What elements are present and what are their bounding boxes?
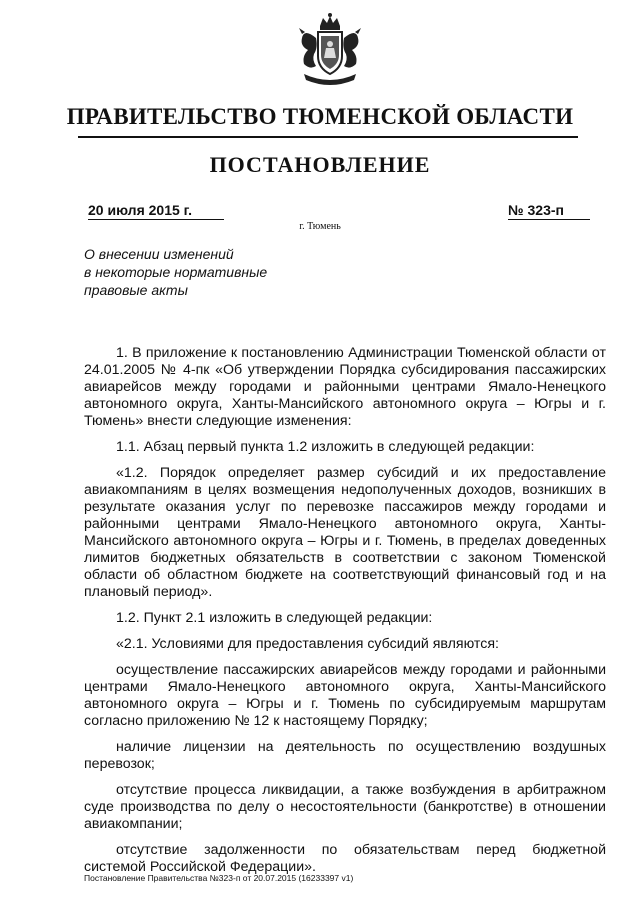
body-paragraph: «1.2. Порядок определяет размер субсидий и их предоставление авиакомпаниям в целях возмещения недополученных доходов, возникших в результате оказания услуг по перевозке пассажиров между городами и районными центрами Ямало-Ненецкого автономного округа, Ханты-Мансийского автономного округа – Югры и г. Тюмень, в пределах доведенных лимитов бюджетных обязательств в соответствии с законом Тюменской области об областном бюджете на соответствующий финансовый год и на плановый период». (84, 465, 606, 600)
body-paragraph: наличие лицензии на деятельность по осуществлению воздушных перевозок; (84, 739, 606, 772)
body-paragraph: отсутствие процесса ликвидации, а также возбуждения в арбитражном суде производства по делу о несостоятельности (банкротстве) в отношении авиакомпании; (84, 782, 606, 832)
body-paragraph: «2.1. Условиями для предоставления субсидий являются: (116, 636, 499, 652)
body-paragraph: 1.2. Пункт 2.1 изложить в следующей редакции: (116, 610, 433, 626)
document-type: ПОСТАНОВЛЕНИЕ (209, 152, 431, 177)
body-paragraph: 1.1. Абзац первый пункта 1.2 изложить в следующей редакции: (116, 439, 535, 455)
body-paragraph: осуществление пассажирских авиарейсов между городами и районными центрами Ямало-Ненецкого автономного округа, Ханты-Мансийского автономного округа – Югры и г. Тюмень по субсидируемым маршрутам согласно приложению № 12 к настоящему Порядку; (84, 662, 606, 729)
document-subject (84, 245, 304, 299)
document-footer: Постановление Правительства №323-п от 20.07.2015 (16233397 v1) (84, 873, 354, 883)
title-divider (78, 136, 578, 138)
subject-line: О внесении изменений (84, 246, 234, 262)
subject-line: правовые акты (84, 282, 188, 298)
government-title: ПРАВИТЕЛЬСТВО ТЮМЕНСКОЙ ОБЛАСТИ (66, 104, 574, 129)
body-paragraph: 1. В приложение к постановлению Администрации Тюменской области от 24.01.2005 № 4-пк «Об утверждении Порядка субсидирования пассажирских авиарейсов между городами и районными центрами Ямало-Ненецкого автономного округа, Ханты-Мансийского автономного округа – Югры и г. Тюмень» внести следующие изменения: (84, 345, 606, 429)
document-city: г. Тюмень (299, 221, 341, 232)
body-paragraph: отсутствие задолженности по обязательствам перед бюджетной системой Российской Федерации». (84, 842, 606, 875)
document-body (84, 345, 606, 885)
coat-of-arms-icon (290, 12, 370, 88)
document-number: № 323-п (508, 202, 590, 220)
subject-line: в некоторые нормативные (84, 264, 268, 280)
document-date: 20 июля 2015 г. (88, 202, 224, 220)
